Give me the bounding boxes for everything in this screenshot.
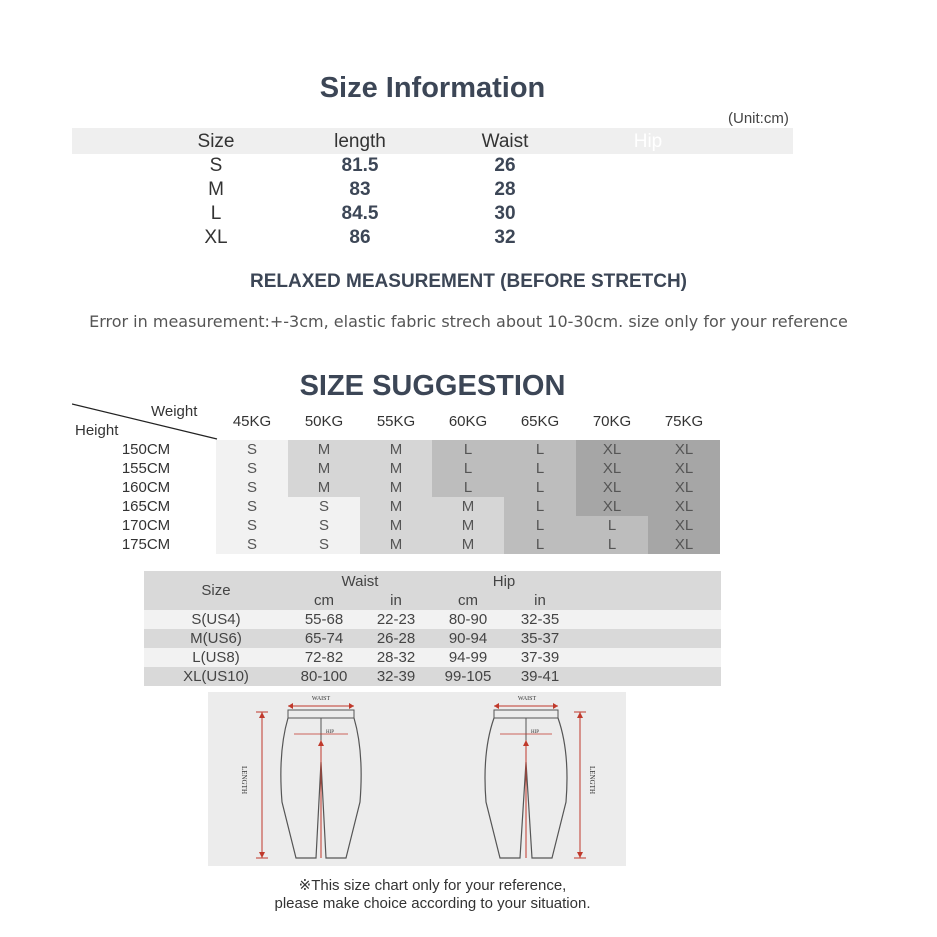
- us-measure-cell: 32-35: [520, 611, 560, 628]
- suggested-size-cell: L: [504, 497, 576, 516]
- pants-diagram: [208, 692, 626, 866]
- suggested-size-cell: XL: [648, 497, 720, 516]
- us-measure-cell: 39-41: [520, 668, 560, 685]
- us-measure-cell: 26-28: [376, 630, 416, 647]
- unit-label: (Unit:cm): [728, 110, 789, 127]
- suggested-size-cell: M: [360, 478, 432, 497]
- diagram-length-label-back: LENGTH: [588, 766, 596, 794]
- weight-header: 70KG: [592, 413, 632, 430]
- height-label-cell: 170CM: [121, 517, 171, 534]
- header-length: length: [334, 131, 386, 152]
- suggested-size-cell: S: [216, 459, 288, 478]
- suggested-size-cell: L: [432, 440, 504, 459]
- suggested-size-cell: S: [216, 497, 288, 516]
- suggested-size-cell: L: [504, 516, 576, 535]
- waist-cell: 26: [494, 155, 516, 176]
- us-header-size: Size: [201, 582, 231, 599]
- diagram-hip-label-front: HIP: [326, 730, 335, 735]
- us-measure-cell: 99-105: [444, 668, 492, 685]
- suggested-size-cell: L: [504, 478, 576, 497]
- length-cell: 86: [349, 227, 371, 248]
- suggested-size-cell: S: [216, 440, 288, 459]
- us-size-cell: S(US4): [191, 611, 241, 628]
- suggested-size-cell: M: [432, 516, 504, 535]
- header-waist: Waist: [481, 131, 529, 152]
- us-header-hip-in: in: [534, 592, 546, 609]
- suggested-size-cell: S: [216, 535, 288, 554]
- diagram-hip-label-back: HIP: [531, 730, 540, 735]
- us-measure-cell: 32-39: [376, 668, 416, 685]
- us-measure-cell: 72-82: [304, 649, 344, 666]
- us-header-hip-cm: cm: [458, 592, 478, 609]
- suggested-size-cell: L: [504, 535, 576, 554]
- footer-line-2: please make choice according to your situation.: [274, 895, 591, 912]
- waist-cell: 30: [494, 203, 516, 224]
- us-measure-cell: 37-39: [520, 649, 560, 666]
- height-label-cell: 150CM: [121, 441, 171, 458]
- us-measure-cell: 55-68: [304, 611, 344, 628]
- length-cell: 84.5: [341, 203, 379, 224]
- diagram-length-label-front: LENGTH: [240, 766, 248, 794]
- us-size-cell: M(US6): [190, 630, 242, 647]
- suggested-size-cell: L: [432, 478, 504, 497]
- header-hip: Hip: [633, 131, 663, 152]
- weight-header: 55KG: [376, 413, 416, 430]
- suggested-size-cell: M: [288, 459, 360, 478]
- header-size: Size: [197, 131, 235, 152]
- us-measure-cell: 35-37: [520, 630, 560, 647]
- suggested-size-cell: L: [576, 535, 648, 554]
- suggested-size-cell: XL: [648, 535, 720, 554]
- size-suggestion-title: SIZE SUGGESTION: [299, 370, 566, 402]
- weight-header: 75KG: [664, 413, 704, 430]
- weight-header: 60KG: [448, 413, 488, 430]
- suggested-size-cell: S: [288, 535, 360, 554]
- suggested-size-cell: S: [288, 516, 360, 535]
- size-cell: S: [209, 155, 223, 176]
- length-cell: 83: [349, 179, 371, 200]
- us-measure-cell: 65-74: [304, 630, 344, 647]
- suggested-size-cell: M: [288, 478, 360, 497]
- size-cell: XL: [204, 227, 228, 248]
- weight-header: 65KG: [520, 413, 560, 430]
- us-measure-cell: 22-23: [376, 611, 416, 628]
- pants-front-drawing: [256, 703, 361, 858]
- relaxed-heading: RELAXED MEASUREMENT (BEFORE STRETCH): [249, 271, 687, 292]
- size-cell: L: [210, 203, 222, 224]
- suggested-size-cell: L: [504, 440, 576, 459]
- pants-diagram-svg: [208, 692, 626, 866]
- us-size-cell: XL(US10): [183, 668, 249, 685]
- size-cell: M: [208, 179, 224, 200]
- size-info-header: [0, 131, 937, 153]
- us-measure-cell: 80-90: [448, 611, 488, 628]
- suggested-size-cell: M: [360, 516, 432, 535]
- weight-label: Weight: [151, 403, 198, 420]
- measurement-note: Error in measurement:+-3cm, elastic fabric strech about 10-30cm. size only for your reference: [89, 312, 848, 331]
- height-label-cell: 175CM: [121, 536, 171, 553]
- weight-header: 45KG: [232, 413, 272, 430]
- height-label-cell: 160CM: [121, 479, 171, 496]
- suggested-size-cell: XL: [648, 440, 720, 459]
- us-header-waist-in: in: [390, 592, 402, 609]
- suggested-size-cell: XL: [576, 459, 648, 478]
- suggested-size-cell: XL: [576, 497, 648, 516]
- suggested-size-cell: M: [360, 535, 432, 554]
- suggested-size-cell: L: [504, 459, 576, 478]
- diagram-waist-label-front: WAIST: [311, 696, 331, 702]
- us-measure-cell: 28-32: [376, 649, 416, 666]
- us-measure-cell: 94-99: [448, 649, 488, 666]
- suggested-size-cell: M: [360, 497, 432, 516]
- suggested-size-cell: XL: [648, 478, 720, 497]
- suggested-size-cell: M: [360, 459, 432, 478]
- waist-cell: 28: [494, 179, 516, 200]
- suggested-size-cell: M: [360, 440, 432, 459]
- suggested-size-cell: XL: [576, 440, 648, 459]
- us-measure-cell: 80-100: [300, 668, 348, 685]
- suggested-size-cell: XL: [648, 459, 720, 478]
- us-size-cell: L(US8): [192, 649, 240, 666]
- waist-cell: 32: [494, 227, 516, 248]
- us-measure-cell: 90-94: [448, 630, 488, 647]
- us-header-waist-cm: cm: [314, 592, 334, 609]
- length-cell: 81.5: [341, 155, 379, 176]
- pants-back-drawing: [485, 703, 586, 858]
- us-header-waist: Waist: [341, 573, 379, 590]
- suggested-size-cell: M: [432, 535, 504, 554]
- suggested-size-cell: XL: [576, 478, 648, 497]
- weight-header: 50KG: [304, 413, 344, 430]
- footer-line-1: ※This size chart only for your reference,: [298, 877, 567, 894]
- suggested-size-cell: M: [432, 497, 504, 516]
- height-label-cell: 165CM: [121, 498, 171, 515]
- suggested-size-cell: M: [288, 440, 360, 459]
- size-info-title: Size Information: [319, 72, 546, 104]
- suggested-size-cell: S: [288, 497, 360, 516]
- suggested-size-cell: L: [576, 516, 648, 535]
- diagram-waist-label-back: WAIST: [517, 696, 537, 702]
- suggested-size-cell: S: [216, 478, 288, 497]
- suggested-size-cell: L: [432, 459, 504, 478]
- height-label-cell: 155CM: [121, 460, 171, 477]
- suggested-size-cell: XL: [648, 516, 720, 535]
- height-label: Height: [75, 422, 119, 439]
- suggested-size-cell: S: [216, 516, 288, 535]
- us-header-hip: Hip: [492, 573, 516, 590]
